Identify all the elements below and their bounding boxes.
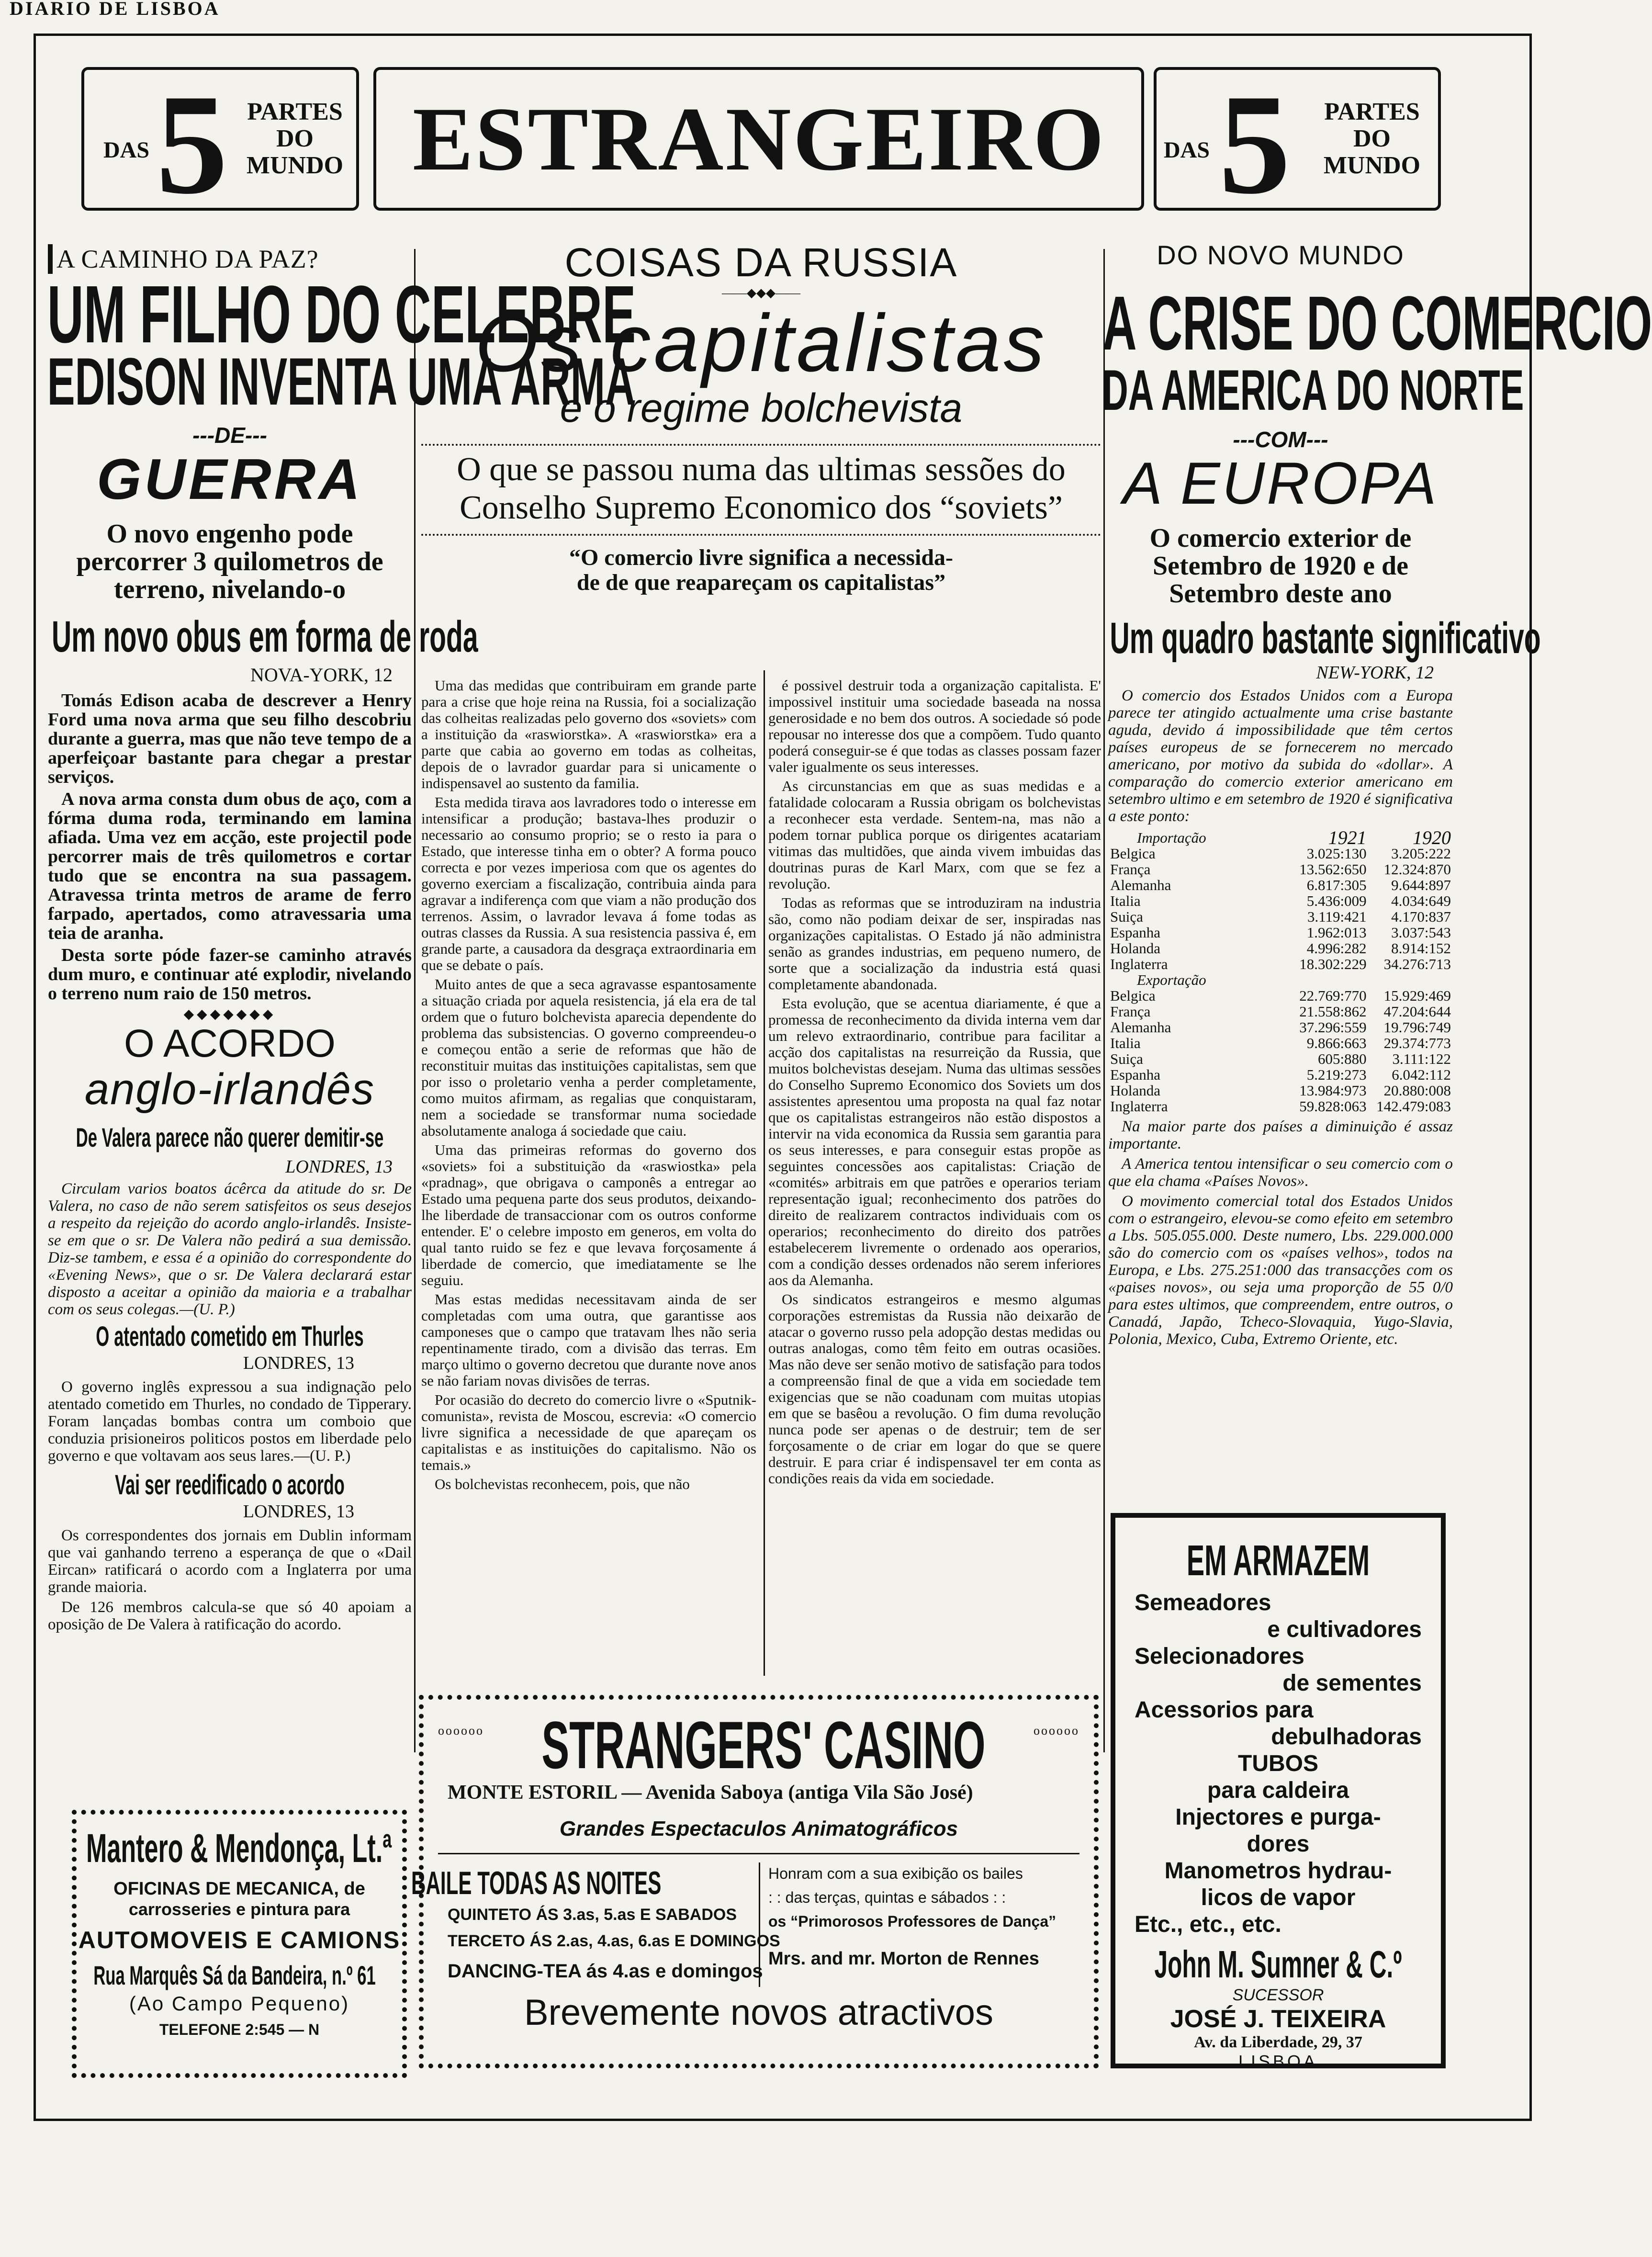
- value-1920: 3.037:543: [1391, 924, 1451, 941]
- right-intro-paragraph: O comercio dos Estados Unidos com a Europa parece ter atingido actualmente uma crise bastante aguda, devido á impossibilidade que têm certos países europeus de se fornecerem no mercado americano, por motivo da subida do «dollar». A comparação do comercio exterior americano em setembro ultimo e em setembro de 1920 é significativa a este ponto:: [1108, 687, 1453, 825]
- center-paragraph: Por ocasião do decreto do comercio livre o «Sputnik-comunista», revista de Moscou, escrevia: «O comercio livre significa a necessidade de que apareçam os capitalistas e as instituições do capitalismo. Não os temais.»: [421, 1391, 756, 1473]
- center-paragraph: Muito antes de que a seca agravasse espantosamente a situação criada por aquela resistencia, já ela era de tal ordem que o futuro bolchevista aparecia dependente do problema das subsistencias. O governo compreendeu-o e começou então a serie de reformas que hão de reconstituir muitas das instituições capitalistas, sem que por isso o proletario venha a perder completamente, como muitos afirmam, as regalias que conquistaram, nem a sociedade se transformar numa sociedade absolutamente analoga á sociedade que caiu.: [421, 976, 756, 1139]
- casino-terceto: TERCETO ÁS 2.as, 4.as, 6.as E DOMINGOS: [448, 1932, 780, 1950]
- center-column-b: [768, 677, 1101, 1490]
- left-deck: Um novo obus em forma de roda: [52, 612, 478, 661]
- reedificado-paragraph: De 126 membros calcula-se que só 40 apoiam a oposição de De Valera à ratificação do acordo.: [48, 1599, 412, 1633]
- ornament-divider: ◆◆◆◆◆◆◆: [183, 1007, 276, 1022]
- casino-honram-2: : : das terças, quintas e sábados : :: [768, 1889, 1006, 1906]
- value-1921: 3.025:130: [1306, 845, 1367, 862]
- thurles-dateline: LONDRES, 13: [243, 1353, 354, 1373]
- value-1921: 5.436:009: [1306, 892, 1367, 909]
- armazem-line: Injectores e purga-: [1175, 1805, 1381, 1830]
- header-right-do: DO: [1353, 125, 1391, 152]
- value-1920: 9.644:897: [1391, 877, 1451, 893]
- trade-table: [1108, 827, 1453, 1115]
- ad-mantero: [72, 1810, 407, 2078]
- mantero-line1: OFICINAS DE MECANICA, de: [113, 1879, 365, 1899]
- value-1921: 1.962:013: [1306, 924, 1367, 941]
- armazem-line: e cultivadores: [1267, 1617, 1422, 1642]
- country-cell: Alemanha: [1110, 877, 1171, 893]
- table-row: [1108, 1004, 1453, 1019]
- year-1920: 1920: [1413, 827, 1451, 848]
- country-cell: Belgica: [1110, 845, 1156, 862]
- table-row: [1108, 925, 1453, 940]
- table-row: [1108, 1067, 1453, 1083]
- center-ornament: ——◆◆◆——: [722, 286, 800, 300]
- acordo-deck: De Valera parece não querer demitir-se: [76, 1122, 384, 1152]
- value-1921: 6.817:305: [1306, 877, 1367, 893]
- mantero-name: Mantero & Mendonça, Lt.ª: [86, 1826, 392, 1871]
- value-1920: 19.796:749: [1383, 1019, 1451, 1036]
- country-cell: França: [1110, 861, 1151, 878]
- right-headline-1: A CRISE DO COMERCIO: [1102, 280, 1652, 366]
- center-paragraph: Esta medida tirava aos lavradores todo o interesse em intensificar a produção; bastava-lhes produzir o necessario ao consumo proprio; se o resto ia para o Estado, que interesse tinha em o obter? A forma pouco correcta e por vezes imperiosa com que os agentes do governo exerciam a fiscalização, contribuia ainda para agravar a indiferença com que viam a não produção dos terrenos. Assim, o lavrador levava á fome todas as outras classes da Russia. A sua resistencia passiva é, em grande parte, a causadora da desgraça extraordinaria em que se debate o país.: [421, 794, 756, 973]
- right-outro-paragraph: Na maior parte dos países a diminuição é assaz importante.: [1108, 1118, 1453, 1152]
- value-1921: 18.302:229: [1299, 956, 1367, 972]
- country-cell: Belgica: [1110, 987, 1156, 1004]
- casino-baile: BAILE TODAS AS NOITES: [411, 1865, 662, 1901]
- left-paragraph: A nova arma consta dum obus de aço, com a fórma duma roda, terminando em lamina afiada. Uma vez em acção, este projectil pode percorrer mais de três quilometros e cortar tudo que se encontra na sua passagem. Atravessa trinta metros de arame de ferro farpado, apertados, como atravessaria uma teia de aranha.: [48, 789, 412, 943]
- armazem-line: Selecionadores: [1135, 1644, 1304, 1669]
- value-1920: 142.479:083: [1376, 1098, 1451, 1115]
- casino-spectacle: Grandes Espectaculos Animatográficos: [559, 1817, 958, 1840]
- table-row: [1108, 1035, 1453, 1051]
- right-outro-paragraph: A America tentou intensificar o seu comercio com o que ela chama «Países Novos».: [1108, 1155, 1453, 1190]
- left-subhead: O novo engenho pode percorrer 3 quilometros de terreno, nivelando-o: [76, 519, 383, 604]
- table-row: [1108, 1019, 1453, 1035]
- casino-ornament-left: oooooo: [438, 1724, 484, 1738]
- table-row: [1108, 1083, 1453, 1098]
- table-row: [1108, 940, 1453, 956]
- casino-brevemente: Brevemente novos atractivos: [524, 1992, 994, 2033]
- left-dateline: NOVA-YORK, 12: [250, 664, 393, 686]
- center-deck-2: Conselho Supremo Economico dos “soviets”: [460, 489, 1063, 526]
- mantero-line5: (Ao Campo Pequeno): [129, 1992, 350, 2015]
- acordo-headline-2: anglo-irlandês: [85, 1065, 375, 1114]
- reedificado-headline: Vai ser reedificado o acordo: [115, 1469, 345, 1501]
- table-row: [1108, 861, 1453, 877]
- center-paragraph: é possivel destruir toda a organização capitalista. E' impossivel instituir uma sociedade baseada na nossa generosidade e no bem dos outros. A sociedade só pode repousar no interesse dos que a compõem. Tudo quanto poderá conseguir-se é que todas as classes possam fazer valer igualmente os seus interesses.: [768, 677, 1101, 775]
- center-paragraph: Os sindicatos estrangeiros e mesmo algumas corporações estremistas da Russia não deixarão de atacar o governo russo pela adopção destas medidas ou outras analogas, como têm feito em outras ocasiões. Mas não deve ser senão motivo de satisfação para todos a compreensão final de que a vida em sociedade tem exigencias que se não coadunam com muitas utopias em que se basêou a revolução. O fim duma revolução nunca pode ser apenas o de destruir; tem de ser forçosamente o de criar em logar do que se quere destruir. E para criar é indispensavel ter em conta as condições reais da vida em sociedade.: [768, 1291, 1101, 1487]
- armazem-line: TUBOS: [1238, 1751, 1318, 1776]
- value-1920: 15.929:469: [1383, 987, 1451, 1004]
- armazem-line: Semeadores: [1135, 1590, 1271, 1615]
- reedificado-paragraph: Os correspondentes dos jornais em Dublin informam que vai ganhando terreno a esperança de que o «Dail Eircan» ratificará o acordo com a Inglaterra por uma grande maioria.: [48, 1527, 412, 1596]
- casino-title: STRANGERS' CASINO: [541, 1707, 986, 1783]
- center-deck-1: O que se passou numa das ultimas sessões do: [457, 451, 1066, 488]
- table-row: [1108, 988, 1453, 1004]
- country-cell: França: [1110, 1003, 1151, 1020]
- mantero-line3: AUTOMOVEIS E CAMIONS: [78, 1927, 401, 1953]
- value-1921: 21.558:862: [1299, 1003, 1367, 1020]
- header-right-mundo: MUNDO: [1323, 152, 1421, 179]
- country-cell: Espanha: [1110, 1066, 1161, 1083]
- armazem-line: dores: [1247, 1831, 1310, 1857]
- value-1920: 3.111:122: [1392, 1050, 1451, 1067]
- right-deck: Um quadro bastante significativo: [1110, 614, 1541, 663]
- column-rule-right: [1103, 249, 1105, 1752]
- mantero-line6: TELEFONE 2:545 — N: [159, 2021, 320, 2038]
- country-cell: Inglaterra: [1110, 956, 1168, 972]
- value-1920: 29.374:773: [1383, 1035, 1451, 1051]
- header-left-five: 5: [156, 65, 228, 224]
- armazem-line: de sementes: [1282, 1670, 1422, 1696]
- left-guerra: GUERRA: [96, 447, 363, 511]
- center-paragraph: Todas as reformas que se introduziram na industria são, como não podiam deixar de ser, inspiradas nas organizações capitalistas. O Estado já não administra senão as grandes industrias, em pequeno numero, de sorte que a socialização da industria está quasi completamente abandonada.: [768, 894, 1101, 993]
- center-headline: Os capitalistas: [475, 298, 1047, 389]
- armazem-line: debulhadoras: [1271, 1724, 1422, 1749]
- year-1921: 1921: [1328, 827, 1367, 848]
- center-subhead: e o regime bolchevista: [560, 385, 963, 430]
- center-header: [421, 239, 1101, 595]
- column-rule-center: [764, 670, 765, 1676]
- country-cell: Suiça: [1110, 1050, 1143, 1067]
- header-left-partes: PARTES: [247, 98, 343, 125]
- armazem-line: Etc., etc., etc.: [1135, 1912, 1281, 1937]
- mantero-line2: carrosseries e pintura para: [128, 1899, 350, 1919]
- center-paragraph: Mas estas medidas necessitavam ainda de ser completadas com uma outra, que garantisse aos camponeses que o campo que tratavam lhes não seria repentinamente tirado, com a divisão das terras. Em março ultimo o governo decretou que durante nove anos se não fariam novas divisões de terras.: [421, 1291, 756, 1389]
- country-cell: Italia: [1110, 892, 1141, 909]
- header-right-box: [1154, 65, 1441, 224]
- right-outro-paragraph: O movimento comercial total dos Estados Unidos com o estrangeiro, elevou-se como efeito em setembro a Lbs. 505.055.000. Deste numero, Lbs. 229.000.000 são do comercio com os «países velhos», todos na Europa, e Lbs. 275.251:000 das transacções com os «paises novos», ou seja uma proporção de 55 0/0 para estes ultimos, que compreendem, entre outros, o Canadá, Japão, Tcheco-Slovaquia, Yugo-Slavia, Polonia, Mexico, Cuba, Extremo Oriente, etc.: [1108, 1193, 1453, 1348]
- left-kicker: A CAMINHO DA PAZ?: [48, 244, 412, 274]
- center-quote-2: de de que reapareçam os capitalistas”: [576, 570, 946, 595]
- armazem-city: LISBOA: [1238, 2052, 1318, 2071]
- left-paragraph: Tomás Edison acaba de descrever a Henry Ford uma nova arma que seu filho descobriu durante a guerra, mas que não teve tempo de a aperfeiçoar bastante para chegar a prestar serviços.: [48, 690, 412, 787]
- header-right-partes: PARTES: [1324, 98, 1420, 125]
- armazem-address: Av. da Liberdade, 29, 37: [1194, 2033, 1362, 2051]
- value-1921: 37.296:559: [1299, 1019, 1367, 1036]
- value-1920: 8.914:152: [1391, 940, 1451, 957]
- value-1920: 4.170:837: [1391, 908, 1451, 925]
- armazem-line: Acessorios para: [1135, 1697, 1314, 1723]
- value-1921: 9.866:663: [1306, 1035, 1367, 1051]
- armazem-owner: JOSÉ J. TEIXEIRA: [1170, 2005, 1386, 2033]
- left-headline-1: UM FILHO DO CELEBRE: [47, 269, 636, 360]
- casino-ornament-right: oooooo: [1034, 1724, 1079, 1738]
- right-column: [1102, 239, 1652, 1351]
- header-right-five: 5: [1219, 65, 1291, 224]
- acordo-headline-1: O ACORDO: [124, 1022, 336, 1065]
- right-subhead: O comercio exterior de Setembro de 1920 e de Setembro deste ano: [1149, 523, 1412, 609]
- armazem-line: Manometros hydrau-: [1164, 1858, 1392, 1884]
- left-de: ---DE---: [192, 423, 267, 448]
- header-left-mundo: MUNDO: [246, 152, 344, 179]
- table-row: [1108, 909, 1453, 925]
- right-headline-2: DA AMERICA DO NORTE: [1102, 358, 1524, 422]
- ad-strangers-casino: [411, 1695, 1099, 2068]
- value-1921: 59.828:063: [1299, 1098, 1367, 1115]
- armazem-line: para caldeira: [1207, 1778, 1349, 1803]
- header-left-das: DAS: [103, 137, 150, 163]
- center-kicker: COISAS DA RUSSIA: [564, 240, 958, 285]
- country-cell: Suiça: [1110, 908, 1143, 925]
- right-europa: A EUROPA: [1123, 451, 1438, 517]
- value-1921: 13.984:973: [1299, 1082, 1367, 1099]
- center-paragraph: Uma das primeiras reformas do governo dos «soviets» foi a substituição da «raswiostka» pela «pradnag», que obrigava o camponês a entregar ao Estado uma pequena parte dos seus produtos, deixando-lhe liberdade de transaccionar com os outros conforme entender. E' o celebre imposto em generos, em volta do qual tanto ruido se fez e que levava forçosamente á liberdade de comercio, que imediatamente se lhe seguiu.: [421, 1141, 756, 1288]
- center-paragraph: Esta evolução, que se acentua diariamente, é que a promessa de reconhecimento da divida interna vem dar um relevo extraordinario, contribue para facilitar a acção dos capitalistas na resurreição da Russia, que muitos bolchevistas desejam. Numa das ultimas sessões do Conselho Supremo Economico dos Soviets um dos assistentes apresentou uma proposta na qual faz notar que os capitalistas estrangeiros não estão dispostos a intervir na vida economica da Russia sem garantia para os seus interesses, e para conseguir estas propõe as seguintes concessões aos capitalistas: Criação de «comités» arbitrais em que patrões e operarios teriam representação igual; reconhecimento dos patrões do direito de realizarem contractos individuais com os operarios; reconhecimento do direito dos patrões estabelecerem livremente o ordenado aos operarios, com a condição desses ordenados não serem inferiores aos da Alemanha.: [768, 995, 1101, 1288]
- value-1920: 20.880:008: [1383, 1082, 1451, 1099]
- armazem-title: EM ARMAZEM: [1186, 1537, 1370, 1585]
- table-row: [1108, 846, 1453, 861]
- casino-honram-3: os “Primorosos Professores de Dança”: [768, 1913, 1056, 1930]
- center-paragraph: Uma das medidas que contribuiram em grande parte para a crise que hoje reina na Russia, foi a socialização das colheitas realizadas pelo governo dos «soviets» com a instituição da «raswiorstka». A «raswiorstka» era a parte que cabia ao governo em todas as colheitas, depois de o lavrador guardar para si unicamente o indispensavel ao sustento da familia.: [421, 677, 756, 791]
- right-com: ---COM---: [1233, 427, 1328, 452]
- export-label: Exportação: [1137, 971, 1206, 988]
- country-cell: Italia: [1110, 1035, 1141, 1051]
- casino-rule: [438, 1853, 1079, 1854]
- value-1920: 6.042:112: [1392, 1066, 1451, 1083]
- country-cell: Inglaterra: [1110, 1098, 1168, 1115]
- section-title: ESTRANGEIRO: [412, 89, 1106, 190]
- country-cell: Espanha: [1110, 924, 1161, 941]
- center-paragraph: As circunstancias em que as suas medidas e a fatalidade colocaram a Russia obrigam os bolchevistas a reconhecer esta verdade. Sentem-na, mas não a podem tornar publica porque os dirigentes acatariam vitimas das multidões, que ainda vivem imbuidas das doutrinas puras de Karl Marx, com que se fez a revolução.: [768, 778, 1101, 892]
- ad-em-armazem: [1111, 1513, 1446, 2071]
- table-row: [1108, 877, 1453, 893]
- acordo-paragraph: Circulam varios boatos ácêrca da atitude do sr. De Valera, no caso de não serem satisfeitos os seus desejos a respeito da rejeição do acordo anglo-irlandês. Insiste-se em que o sr. De Valera não pedirá a sua demissão. Diz-se tambem, e essa é a opinião do correspondente do «Evening News», que o sr. De Valera declarará estar disposto a aceitar a opinião da maioria e a trabalhar com os seus colegas.—(U. P.): [48, 1180, 412, 1318]
- casino-address: MONTE ESTORIL — Avenida Saboya (antiga Vila São José): [448, 1782, 973, 1804]
- value-1921: 5.219:273: [1306, 1066, 1367, 1083]
- value-1921: 22.769:770: [1299, 987, 1367, 1004]
- value-1920: 12.324:870: [1383, 861, 1451, 878]
- casino-divider: [759, 1862, 760, 1987]
- thurles-text: [48, 1378, 412, 1465]
- left-headline-2: EDISON INVENTA UMA ARMA: [47, 344, 635, 419]
- right-dateline: NEW-YORK, 12: [1316, 663, 1434, 683]
- masthead: DIARIO DE LISBOA: [10, 0, 220, 19]
- value-1921: 4.996:282: [1306, 940, 1367, 957]
- center-divider: [421, 534, 1101, 536]
- header-title-box: [373, 67, 1144, 211]
- left-paragraph: Desta sorte póde fazer-se caminho através dum muro, e continuar até explodir, nivelando o terreno num raio de 150 metros.: [48, 945, 412, 1004]
- casino-honram-4: Mrs. and mr. Morton de Rennes: [768, 1949, 1039, 1969]
- import-label: Importação: [1137, 829, 1206, 846]
- acordo-text: [48, 1180, 412, 1318]
- casino-dancing: DANCING-TEA ás 4.as e domingos: [448, 1961, 763, 1982]
- casino-honram-1: Honram com a sua exibição os bailes: [768, 1865, 1023, 1882]
- center-divider: [421, 444, 1101, 446]
- right-outro: [1108, 1118, 1453, 1348]
- table-row: [1108, 1051, 1453, 1067]
- armazem-line: licos de vapor: [1201, 1885, 1356, 1910]
- value-1920: 47.204:644: [1383, 1003, 1451, 1020]
- table-row: [1108, 893, 1453, 909]
- country-cell: Alemanha: [1110, 1019, 1171, 1036]
- acordo-dateline: LONDRES, 13: [285, 1157, 393, 1177]
- table-row: [1108, 956, 1453, 972]
- value-1920: 4.034:649: [1391, 892, 1451, 909]
- right-intro: [1108, 687, 1453, 825]
- header-left-do: DO: [276, 125, 314, 152]
- thurles-paragraph: O governo inglês expressou a sua indignação pelo atentado cometido em Thurles, no condado de Tipperary. Foram lançadas bombas contra um comboio que conduzia prisioneiros politicos postos em liberdade pelo governo e que voltavam aos seus lares.—(U. P.): [48, 1378, 412, 1465]
- header-right-das: DAS: [1164, 137, 1210, 163]
- reedificado-dateline: LONDRES, 13: [243, 1501, 354, 1522]
- value-1921: 605:880: [1318, 1050, 1367, 1067]
- thurles-headline: O atentado cometido em Thurles: [96, 1321, 364, 1352]
- value-1920: 3.205:222: [1391, 845, 1451, 862]
- reedificado-text: [48, 1527, 412, 1633]
- armazem-company: John M. Sumner & C.º: [1154, 1943, 1402, 1986]
- country-cell: Holanda: [1110, 940, 1161, 957]
- mantero-line4: Rua Marquês Sá da Bandeira, n.º 61: [93, 1960, 376, 1990]
- right-kicker: DO NOVO MUNDO: [1157, 240, 1405, 270]
- center-quote-1: “O comercio livre significa a necessida-: [569, 545, 954, 570]
- value-1921: 3.119:421: [1307, 908, 1367, 925]
- header-left-box: [81, 65, 359, 224]
- value-1920: 34.276:713: [1383, 956, 1451, 972]
- casino-quinteto: QUINTETO ÁS 3.as, 5.as E SABADOS: [448, 1906, 737, 1924]
- value-1921: 13.562:650: [1299, 861, 1367, 878]
- center-column-a: [421, 677, 756, 1495]
- column-rule-left: [414, 249, 416, 1752]
- center-paragraph: Os bolchevistas reconhecem, pois, que não: [435, 1476, 690, 1492]
- country-cell: Holanda: [1110, 1082, 1161, 1099]
- table-row: [1108, 1098, 1453, 1114]
- armazem-sucessor: SUCESSOR: [1232, 1986, 1324, 2004]
